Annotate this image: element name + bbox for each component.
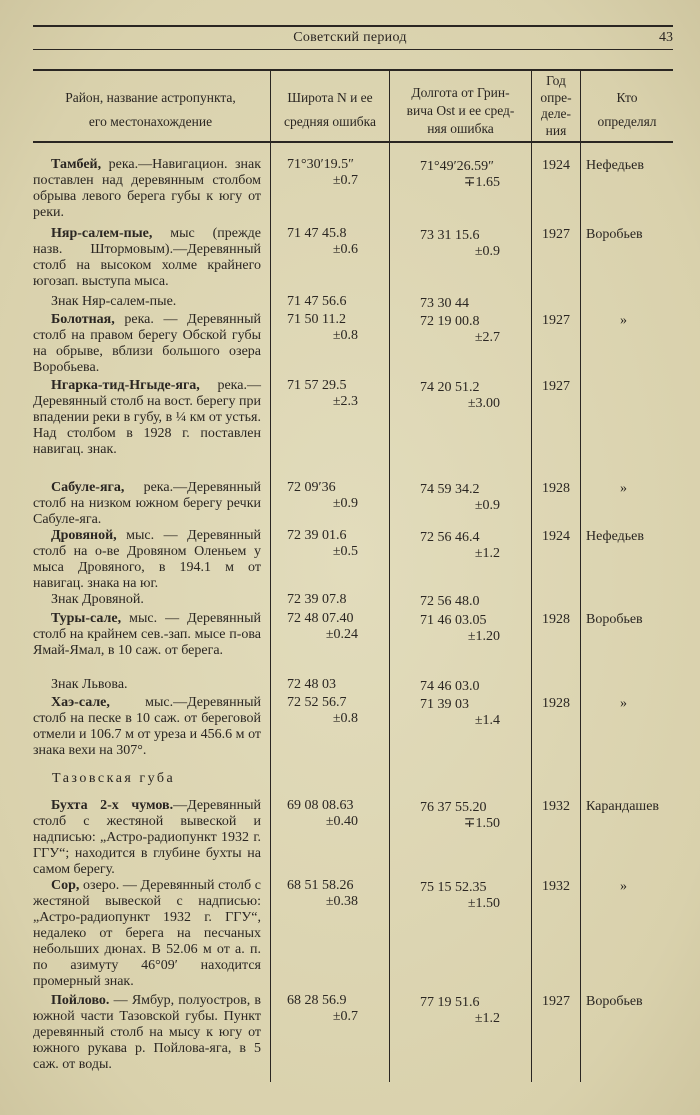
- location-text: мыс. — Деревянный столб на о-ве Дровяном Оленьем у мыса Дровяного, в 194.1 м от навигац. знака на юг.: [33, 528, 261, 591]
- year: 1924: [542, 529, 570, 544]
- column-divider: [389, 70, 390, 1082]
- location-text: — Ямбур, полуостров, в южной части Тазовской губы. Пункт деревянный столб на мысу к югу от южного рукава р. Пойлова-яга, в 5 саж. от воды.: [33, 993, 261, 1072]
- running-title: Советский период: [293, 30, 407, 45]
- table-top-rule: [33, 69, 673, 71]
- location-name: Сор,: [51, 878, 80, 893]
- latitude-error: ±2.3: [332, 394, 358, 409]
- location-description: [33, 312, 261, 376]
- longitude-error: ±0.9: [474, 498, 500, 513]
- latitude: 71 47 45.8: [287, 226, 347, 241]
- year: 1924: [542, 158, 570, 173]
- observer: Воробьев: [586, 612, 643, 627]
- location-name: Дровяной,: [51, 528, 117, 543]
- location-description: [33, 157, 261, 221]
- longitude: 73 31 15.6: [420, 228, 480, 243]
- latitude-error: ±0.6: [332, 242, 358, 257]
- latitude: 72 39 07.8: [287, 592, 347, 607]
- latitude-error: ±0.8: [332, 711, 358, 726]
- longitude-error: ±1.20: [467, 629, 500, 644]
- latitude: 71 47 56.6: [287, 294, 347, 309]
- title-rule: [33, 49, 673, 50]
- year: 1928: [542, 481, 570, 496]
- location-name: Хаэ-сале,: [51, 695, 110, 710]
- top-rule: [33, 25, 673, 27]
- observer: Воробьев: [586, 227, 643, 242]
- column-divider: [270, 70, 271, 1082]
- location-description: [33, 798, 261, 878]
- location-description: [33, 611, 261, 659]
- location-text: мыс. — Деревянный столб на крайнем сев.-зап. мысе п-ова Ямай-Ямал, в 10 саж. от берега.: [33, 611, 261, 658]
- latitude-error: ±0.24: [325, 627, 358, 642]
- latitude: 71°30′19.5″: [287, 157, 354, 172]
- longitude: 77 19 51.6: [420, 995, 480, 1010]
- latitude: 71 50 11.2: [287, 312, 346, 327]
- observer: »: [620, 879, 627, 894]
- location-text: Знак Дровяной.: [51, 592, 144, 607]
- year: 1927: [542, 994, 570, 1009]
- location-description: [33, 226, 261, 290]
- header-line: Широта N и ее: [287, 90, 373, 105]
- header-line: его местонахождение: [88, 114, 213, 129]
- latitude: 72 52 56.7: [287, 695, 347, 710]
- longitude-error: ±3.00: [467, 396, 500, 411]
- longitude: 72 56 46.4: [420, 530, 480, 545]
- header-line: средняя ошибка: [283, 114, 377, 129]
- longitude-error: ∓1.50: [463, 816, 500, 831]
- year: 1928: [542, 612, 570, 627]
- location-text: мыс (прежде назв. Штормовым).—Деревянный столб на высоком холме крайнего югозап. выступа мыса.: [33, 226, 261, 289]
- longitude: 72 19 00.8: [420, 314, 480, 329]
- header-line: ния: [545, 122, 567, 138]
- longitude-error: ∓1.65: [463, 175, 500, 190]
- longitude: 72 56 48.0: [420, 594, 480, 609]
- observer: Нефедьев: [586, 158, 644, 173]
- longitude: 74 20 51.2: [420, 380, 480, 395]
- header-line: Долгота от Грин-: [411, 85, 510, 100]
- observer: »: [620, 696, 627, 711]
- section-title: Тазовская губа: [52, 771, 176, 786]
- location-description: [33, 695, 261, 759]
- latitude-error: ±0.40: [325, 814, 358, 829]
- location-name: Сабуле-яга,: [51, 480, 125, 495]
- longitude-error: ±1.2: [474, 1011, 500, 1026]
- longitude: 76 37 55.20: [420, 800, 487, 815]
- latitude: 72 48 03: [287, 677, 336, 692]
- header-bottom-rule: [33, 141, 673, 143]
- location-name: Туры-сале,: [51, 611, 122, 626]
- latitude-error: ±0.9: [332, 496, 358, 511]
- location-description: [33, 294, 261, 310]
- header-line: вича Ost и ее сред-: [406, 103, 515, 118]
- observer: Карандашев: [586, 799, 660, 814]
- header-line: определял: [597, 114, 657, 129]
- year: 1927: [542, 227, 570, 242]
- location-description: [33, 878, 261, 990]
- longitude: 71 39 03: [420, 697, 469, 712]
- location-description: [33, 993, 261, 1073]
- location-text: озеро. — Деревянный столб с жестяной вывеской с надписью: „Астро-радиопункт 1932 г. ГГУ“, недалеко от берега на песчаных небольших дюнах. В 52.06 м от а. п. по азимуту 46°09′ находится промерный знак.: [33, 878, 261, 989]
- location-name: Тамбей,: [51, 157, 102, 172]
- location-name: Бухта 2-х чумов.: [51, 798, 174, 813]
- latitude: 72 48 07.40: [287, 611, 354, 626]
- longitude: 75 15 52.35: [420, 880, 487, 895]
- location-name: Нгарка-тид-Нгыде-яга,: [51, 378, 200, 393]
- location-name: Пойлово.: [51, 993, 110, 1008]
- latitude-error: ±0.7: [332, 1009, 358, 1024]
- year: 1928: [542, 696, 570, 711]
- location-description: [33, 677, 261, 693]
- column-divider: [580, 70, 581, 1082]
- observer: Воробьев: [586, 994, 643, 1009]
- longitude: 71 46 03.05: [420, 613, 487, 628]
- latitude: 69 08 08.63: [287, 798, 354, 813]
- header-longitude: [390, 84, 531, 138]
- header-line: Год: [546, 73, 566, 88]
- latitude: 71 57 29.5: [287, 378, 347, 393]
- header-latitude: [271, 86, 389, 134]
- location-text: река.—Деревянный столб на вост. берегу при впадении реки в губу, в ¼ км от устья. Над столбом в 1928 г. поставлен навигац. знак.: [33, 378, 261, 457]
- location-text: река. — Деревянный столб на правом берегу Обской губы на обрыве, вблизи большого озера Воробьева.: [33, 312, 261, 375]
- latitude-error: ±0.38: [325, 894, 358, 909]
- year: 1927: [542, 313, 570, 328]
- header-line: опре-: [540, 89, 572, 105]
- column-divider: [531, 70, 532, 1082]
- location-name: Няр-салем-пые,: [51, 226, 153, 241]
- location-description: [33, 378, 261, 458]
- longitude: 74 46 03.0: [420, 679, 480, 694]
- longitude-error: ±2.7: [474, 330, 500, 345]
- location-description: [33, 480, 261, 528]
- latitude-error: ±0.7: [332, 173, 358, 188]
- location-text: река.—Навигацион. знак поставлен над деревянным столбом обрыва левого берега губы к югу от реки.: [33, 157, 261, 220]
- location-text: —Деревянный столб с жестяной вывеской и надписью: „Астро-радиопункт 1932 г. ГГУ“; находится в глубине бухты на самом берегу.: [33, 798, 261, 877]
- header-line: Район, название астропункта,: [65, 90, 236, 105]
- latitude-error: ±0.5: [332, 544, 358, 559]
- header-location: [33, 86, 268, 134]
- observer: »: [620, 313, 627, 328]
- latitude-error: ±0.8: [332, 328, 358, 343]
- location-text: река.—Деревянный столб на низком южном берегу речки Сабуле-яга.: [33, 480, 261, 527]
- longitude-error: ±1.50: [467, 896, 500, 911]
- year: 1927: [542, 379, 570, 394]
- location-description: [33, 592, 261, 608]
- header-year: [532, 73, 580, 139]
- longitude: 74 59 34.2: [420, 482, 480, 497]
- latitude: 68 51 58.26: [287, 878, 354, 893]
- longitude-error: ±1.2: [474, 546, 500, 561]
- longitude: 73 30 44: [420, 296, 469, 311]
- location-text: мыс.—Деревянный столб на песке в 10 саж. от береговой отмели и 106.7 м от уреза и 456.6 м от знака вехи на 307°.: [33, 695, 261, 758]
- longitude-error: ±0.9: [474, 244, 500, 259]
- longitude: 71°49′26.59″: [420, 159, 494, 174]
- location-text: Знак Няр-салем-пые.: [51, 294, 177, 309]
- location-text: Знак Львова.: [51, 677, 128, 692]
- latitude: 72 39 01.6: [287, 528, 347, 543]
- location-name: Болотная,: [51, 312, 115, 327]
- year: 1932: [542, 799, 570, 814]
- header-line: деле-: [540, 106, 572, 121]
- year: 1932: [542, 879, 570, 894]
- observer: »: [620, 481, 627, 496]
- longitude-error: ±1.4: [474, 713, 500, 728]
- latitude: 72 09′36: [287, 480, 336, 495]
- observer: Нефедьев: [586, 529, 644, 544]
- header-line: няя ошибка: [427, 121, 494, 136]
- page-number: 43: [659, 30, 673, 45]
- header-line: Кто: [616, 90, 638, 105]
- header-observer: [581, 86, 673, 134]
- latitude: 68 28 56.9: [287, 993, 347, 1008]
- location-description: [33, 528, 261, 592]
